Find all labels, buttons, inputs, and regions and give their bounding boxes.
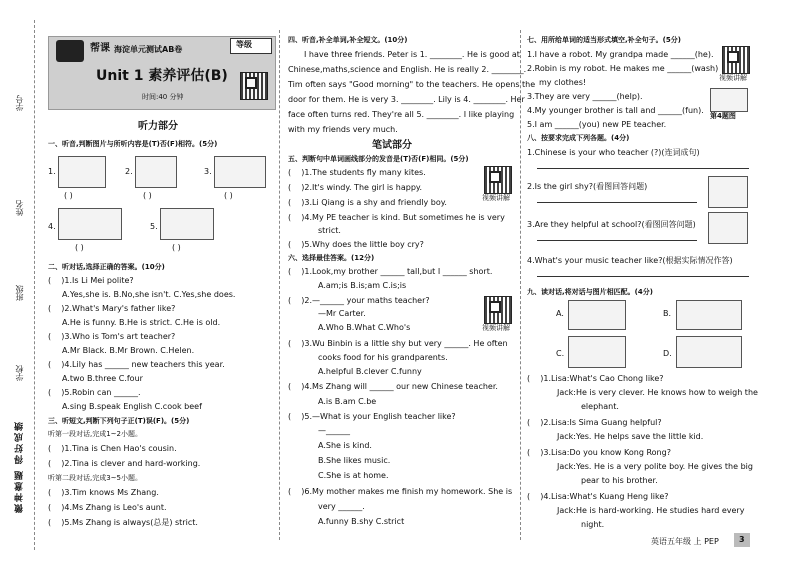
p2-q5-options[interactable]: A.sing B.speak English C.cook beef [62,402,202,411]
p9-label-c: C. [556,349,565,358]
picture-1 [58,156,106,188]
p9-a3-cont: pear to his brother. [581,476,658,485]
series-name: 海淀单元测试AB卷 [114,45,183,54]
qr-caption-3: 视频讲解 [719,74,747,82]
p7-q2-cont: my clothes! [539,78,587,87]
p4-line-2: Chinese,maths,science and English. He is really 2. ________. [288,65,527,74]
p1-num-3: 3. [204,167,212,176]
qr-code-icon[interactable] [484,166,512,194]
binding-label-class: 班级 [15,285,24,301]
picture-4 [58,208,122,240]
p6-q2-options[interactable]: A.Who B.What C.Who's [318,323,411,332]
p9-q2: ( )2.Lisa:Is Sima Guang helpful? [527,418,662,427]
p9-q3: ( )3.Lisa:Do you know Kong Rong? [527,448,671,457]
column-divider [520,30,521,540]
p5-q4-cont: strict. [318,226,341,235]
p8-q2: 2.Is the girl shy?(看图回答问题) [527,182,648,191]
listening-title: 听力部分 [138,121,178,132]
binding-label-id: 学号 [15,95,24,111]
p7-pic-caption: 第4题图 [710,112,736,120]
p9-a4-cont: night. [581,520,605,529]
qr-code-icon[interactable] [722,46,750,74]
p9-q1: ( )1.Lisa:What's Cao Chong like? [527,374,664,383]
time-limit: 时间:40 分钟 [142,93,184,101]
p3-q3: ( )3.Tim knows Ms Zhang. [48,488,159,497]
p2-q3-options[interactable]: A.Mr Black. B.Mr Brown. C.Helen. [62,346,195,355]
p1-blank-4[interactable]: ( ) [75,243,84,252]
picture-d [676,336,742,368]
p6-q5-reply: —______ [318,426,350,435]
p6-q2-reply: —Mr Carter. [318,309,366,318]
picture-5 [160,208,214,240]
picture-a [568,300,626,330]
written-title: 笔试部分 [372,140,412,151]
p5-title: 五、判断句中单词画线部分的发音是(T)否(F)相同。(5分) [288,155,469,163]
brand-logo-icon [56,40,84,62]
picture-students [708,212,748,244]
p2-q5: ( )5.Robin can ______. [48,388,141,397]
p2-q4-options[interactable]: A.two B.three C.four [62,374,143,383]
p1-blank-1[interactable]: ( ) [64,191,73,200]
footer-text: 英语五年级 上 PEP [651,537,719,546]
p9-label-b: B. [663,309,672,318]
p2-q2-options[interactable]: A.He is funny. B.He is strict. C.He is old. [62,318,221,327]
p4-title: 四、听音,补全单词,补全短文。(10分) [288,36,408,44]
p6-q4: ( )4.Ms Zhang will ______ our new Chinese teacher. [288,382,498,391]
p1-blank-2[interactable]: ( ) [143,191,152,200]
p5-q5: ( )5.Why does the little boy cry? [288,240,424,249]
p3-group1: 听第一段对话,完成1~2小题。 [48,430,142,438]
p9-label-a: A. [556,309,564,318]
p3-q4: ( )4.Ms Zhang is Leo's aunt. [48,503,167,512]
qr-code-icon[interactable] [240,72,268,100]
p6-q3: ( )3.Wu Binbin is a little shy but very ______. He often [288,339,508,348]
p6-title: 六、选择最佳答案。(12分) [288,254,375,262]
p6-q5: ( )5.—What is your English teacher like? [288,412,456,421]
qr-caption-1: 视频讲解 [482,194,510,202]
p2-q2: ( )2.What's Mary's father like? [48,304,176,313]
p4-line-3: Tim often says "Good morning" to the teachers. He opens the [288,80,536,89]
p1-blank-3[interactable]: ( ) [224,191,233,200]
p7-q2: 2.Robin is my robot. He makes me ______(wash) [527,64,719,73]
p2-q4: ( )4.Lily has ______ new teachers this year. [48,360,225,369]
p4-line-6: with my friends very much. [288,125,398,134]
page-number: 3 [739,535,745,544]
p3-q5: ( )5.Ms Zhang is always(总是) strict. [48,518,198,527]
p2-q1-options[interactable]: A.Yes,she is. B.No,she isn't. C.Yes,she does. [62,290,236,299]
p3-title: 三、听短文,判断下列句子正(T)误(F)。(5分) [48,417,190,425]
p8-q3: 3.Are they helpful at school?(看图回答问题) [527,220,696,229]
p9-label-d: D. [663,349,672,358]
brand-name: 帮课 [90,43,110,54]
p4-line-5: face often turns red. They're all 5. ________. I like playing [288,110,515,119]
p2-q3: ( )3.Who is Tom's art teacher? [48,332,176,341]
p6-q3-options[interactable]: A.helpful B.clever C.funny [318,367,422,376]
p5-q4: ( )4.My PE teacher is kind. But sometimes he is very [288,213,505,222]
p6-q2: ( )2.—______ your maths teacher? [288,296,430,305]
picture-c [568,336,626,368]
binding-line [34,20,35,550]
p6-q5-option-c[interactable]: C.She is at home. [318,471,389,480]
p6-q4-options[interactable]: A.is B.am C.be [318,397,377,406]
p6-q6: ( )6.My mother makes me finish my homework. She is [288,487,513,496]
p7-q1: 1.I have a robot. My grandpa made ______(he). [527,50,714,59]
p9-a4: Jack:He is hard-working. He studies hard every [557,506,745,515]
p3-q2: ( )2.Tina is clever and hard-working. [48,459,201,468]
p3-q1: ( )1.Tina is Chen Hao's cousin. [48,444,177,453]
p5-q3: ( )3.Li Qiang is a shy and friendly boy. [288,198,447,207]
qr-code-icon[interactable] [484,296,512,324]
p9-a2: Jack:Yes. He helps save the little kid. [557,432,704,441]
p2-title: 二、听对话,选择正确的答案。(10分) [48,263,165,271]
p9-q4: ( )4.Lisa:What's Kuang Heng like? [527,492,669,501]
p6-q1: ( )1.Look,my brother ______ tall,but I ______ short. [288,267,493,276]
p7-q4: 4.My younger brother is tall and ______(fun). [527,106,704,115]
answer-line-3[interactable] [537,240,697,241]
answer-line-1[interactable] [537,168,749,169]
qr-caption-2: 视频讲解 [482,324,510,332]
p7-title: 七、用所给单词的适当形式填空,补全句子。(5分) [527,36,681,44]
p1-num-5: 5. [150,222,158,231]
p3-group2: 听第二段对话,完成3~5小题。 [48,474,142,482]
p1-blank-5[interactable]: ( ) [172,243,181,252]
p2-q1: ( )1.Is Li Mei polite? [48,276,134,285]
p5-q1: ( )1.The students fly many kites. [288,168,426,177]
p9-a1-cont: elephant. [581,402,619,411]
grade-label: 等级 [236,40,252,49]
p5-q2: ( )2.It's windy. The girl is happy. [288,183,423,192]
p8-q1: 1.Chinese is your who teacher (?)(连词成句) [527,148,700,157]
binding-slogan: 微神意题 得好成绩 [15,420,25,514]
p7-q3: 3.They are very ______(help). [527,92,643,101]
column-divider [279,30,280,540]
p1-title: 一、听音,判断图片与所听内容是(T)否(F)相符。(5分) [48,140,218,148]
p9-a3: Jack:Yes. He is a very polite boy. He gives the big [557,462,753,471]
p1-num-4: 4. [48,222,56,231]
p1-num-1: 1. [48,167,56,176]
p6-q5-option-b[interactable]: B.She likes music. [318,456,391,465]
page-title: Unit 1 素养评估(B) [96,68,228,84]
p6-q6-options[interactable]: A.funny B.shy C.strict [318,517,405,526]
p4-line-4: door for them. He is very 3. ________. Lily is 4. ________. Her [288,95,525,104]
p1-num-2: 2. [125,167,133,176]
p9-title: 九、读对话,将对话与图片相匹配。(4分) [527,288,653,296]
p4-line-1: I have three friends. Peter is 1. ________. He is good at [304,50,520,59]
picture-girl [708,176,748,208]
answer-line-2[interactable] [537,202,697,203]
p8-title: 八、按要求完成下列各题。(4分) [527,134,630,142]
picture-q4 [710,88,748,112]
binding-label-school: 学校 [15,365,24,381]
p7-q5: 5.I am ______(you) new PE teacher. [527,120,667,129]
p8-q4: 4.What's your music teacher like?(根据实际情况作答) [527,256,733,265]
binding-label-name: 姓名 [15,200,24,216]
answer-line-4[interactable] [537,276,749,277]
p6-q1-options[interactable]: A.am;is B.is;am C.is;is [318,281,407,290]
picture-3 [214,156,266,188]
picture-2 [135,156,177,188]
p6-q5-option-a[interactable]: A.She is kind. [318,441,372,450]
picture-b [676,300,742,330]
p6-q6-cont: very ______. [318,502,365,511]
p6-q3-cont: cooks food for his grandparents. [318,353,448,362]
p9-a1: Jack:He is very clever. He knows how to weigh the [557,388,758,397]
